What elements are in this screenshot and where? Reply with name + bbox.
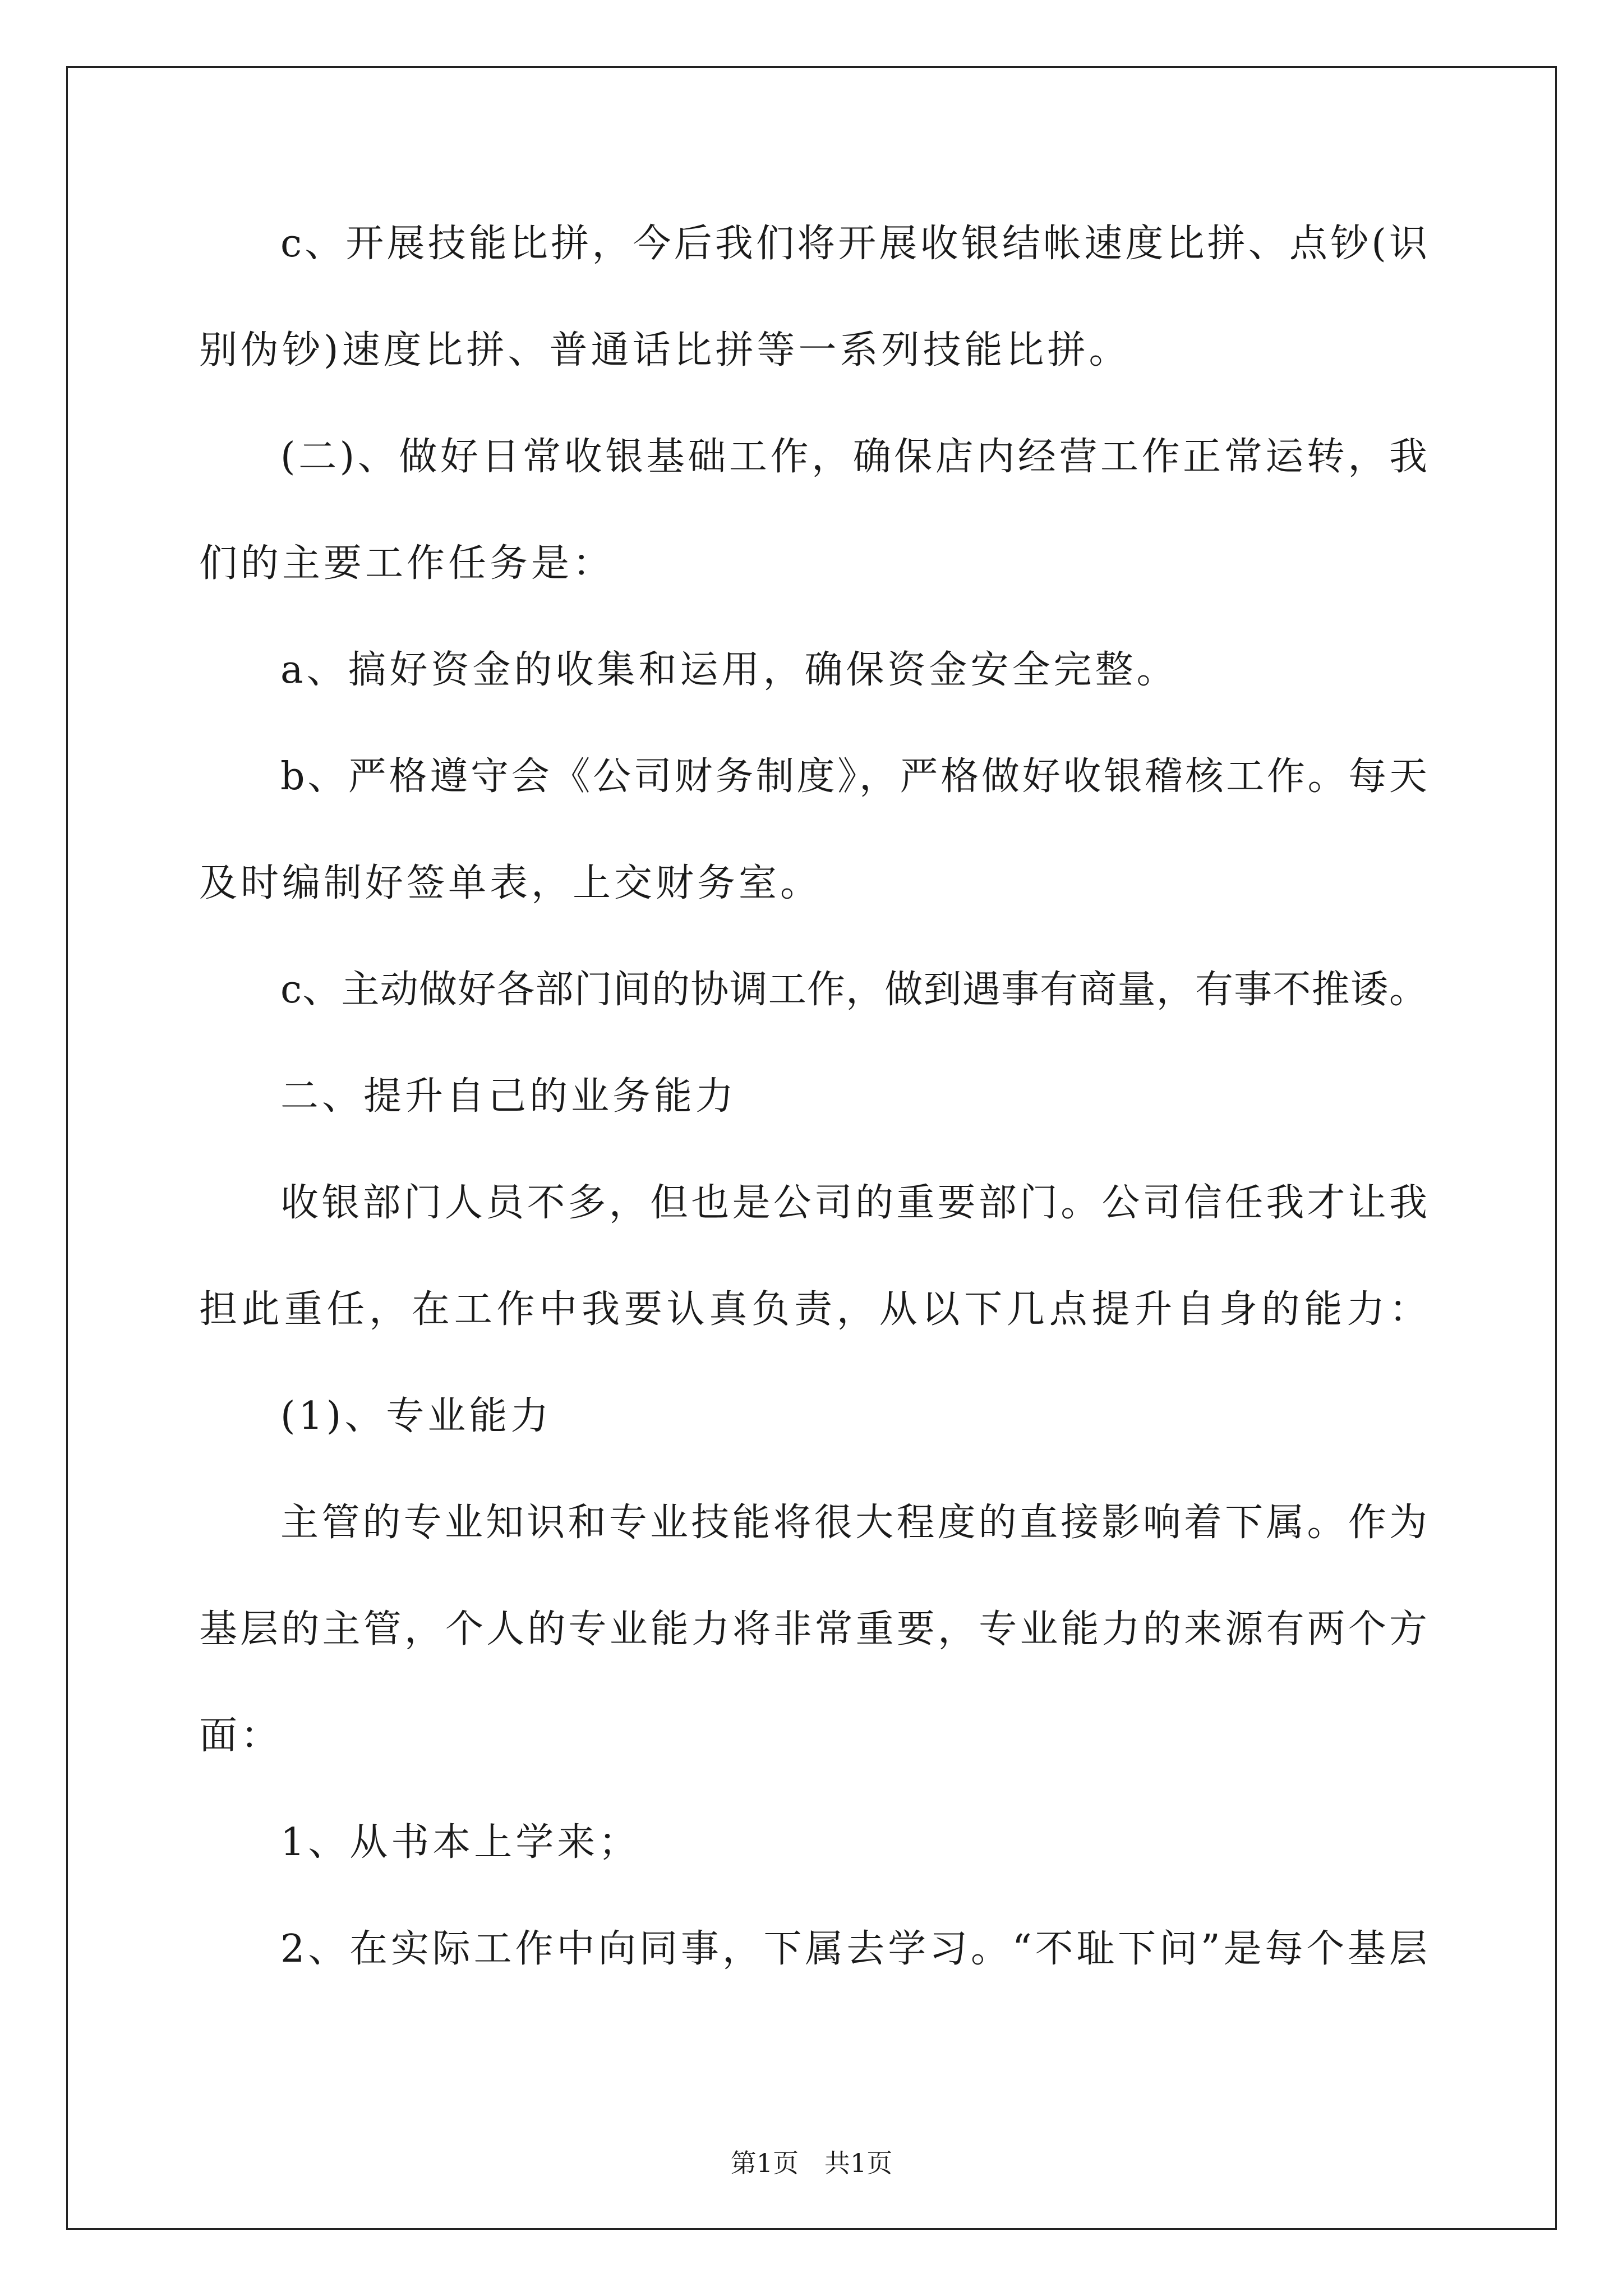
paragraph-line: 别伪钞)速度比拼、普通话比拼等一系列技能比拼。: [199, 328, 1131, 372]
section-heading: 二、提升自己的业务能力: [280, 1074, 737, 1119]
page-border: [66, 66, 1557, 2230]
paragraph-line: 担此重任，在工作中我要认真负责，从以下几点提升自身的能力：: [199, 1287, 1427, 1332]
paragraph-line: 们的主要工作任务是：: [199, 541, 615, 586]
paragraph-line: b、严格遵守会《公司财务制度》，严格做好收银稽核工作。每天: [280, 754, 1427, 799]
list-item: 2、在实际工作中向同事，下属去学习。“不耻下问”是每个基层: [280, 1927, 1427, 1971]
paragraph-line: a、搞好资金的收集和运用，确保资金安全完整。: [280, 648, 1178, 692]
list-item: 1、从书本上学来；: [280, 1820, 640, 1865]
paragraph-line: 基层的主管，个人的专业能力将非常重要，专业能力的来源有两个方: [199, 1607, 1427, 1651]
paragraph-line: 及时编制好签单表，上交财务室。: [199, 861, 822, 905]
page-footer: 第1页 共1页: [730, 2148, 893, 2178]
paragraph-line: c、主动做好各部门间的协调工作，做到遇事有商量，有事不推诿。: [280, 968, 1427, 1012]
paragraph-line: 主管的专业知识和专业技能将很大程度的直接影响着下属。作为: [280, 1501, 1427, 1545]
paragraph-line: 收银部门人员不多，但也是公司的重要部门。公司信任我才让我: [280, 1181, 1427, 1225]
subsection-heading: (1)、专业能力: [280, 1394, 552, 1438]
paragraph-line: (二)、做好日常收银基础工作，确保店内经营工作正常运转，我: [280, 435, 1427, 479]
paragraph-line: 面：: [199, 1714, 283, 1758]
paragraph-line: c、开展技能比拼，今后我们将开展收银结帐速度比拼、点钞(识: [280, 222, 1427, 266]
